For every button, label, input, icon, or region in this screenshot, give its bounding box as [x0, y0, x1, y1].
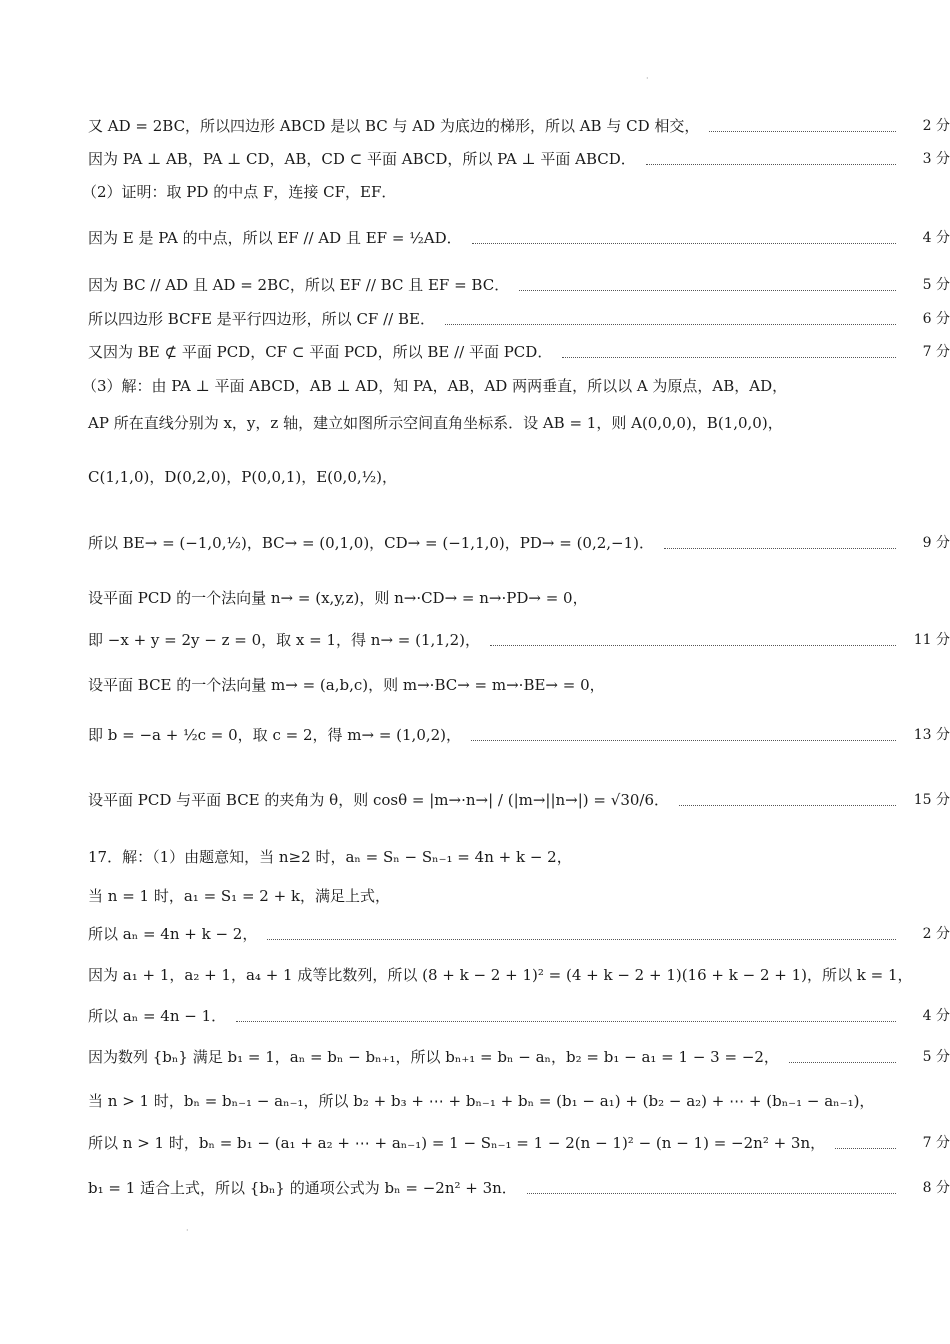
- solution-line: [88, 147, 950, 171]
- solution-line: [88, 1176, 950, 1200]
- score-mark: 9 分: [922, 535, 950, 551]
- line-text: AP 所在直线分别为 x，y，z 轴，建立如图所示空间直角坐标系．设 AB = 1，则 A(0,0,0)，B(1,0,0)，: [88, 414, 783, 432]
- solution-line: [88, 628, 950, 652]
- score-mark: 11 分: [913, 632, 950, 648]
- dot-leader: [267, 938, 896, 940]
- line-text: 所以 aₙ = 4n + k − 2，: [88, 925, 258, 943]
- dot-leader: [471, 739, 896, 741]
- line-text: 当 n = 1 时，a₁ = S₁ = 2 + k，满足上式，: [88, 887, 391, 905]
- line-text: 因为 E 是 PA 的中点，所以 EF // AD 且 EF = ½AD．: [88, 229, 462, 247]
- line-text: 所以 BE→ = (−1,0,½)，BC→ = (0,1,0)，CD→ = (−1,1,0)，PD→ = (0,2,−1)．: [88, 534, 655, 552]
- solution-line: [88, 114, 950, 138]
- solution-line: [88, 723, 950, 747]
- solution-line: [88, 465, 950, 489]
- solution-line: [82, 180, 950, 204]
- line-text: 又 AD = 2BC，所以四边形 ABCD 是以 BC 与 AD 为底边的梯形，所以 AB 与 CD 相交，: [88, 117, 700, 135]
- solution-line: [88, 1045, 950, 1069]
- line-text: 设平面 PCD 的一个法向量 n→ = (x,y,z)，则 n→·CD→ = n→·PD→ = 0，: [88, 589, 588, 607]
- score-mark: 7 分: [922, 344, 950, 360]
- dot-leader: [472, 242, 896, 244]
- solution-line: [88, 922, 950, 946]
- line-text: b₁ = 1 适合上式，所以 {bₙ} 的通项公式为 bₙ = −2n² + 3n．: [88, 1179, 517, 1197]
- dot-leader: [679, 804, 896, 806]
- dot-leader: [562, 356, 896, 358]
- score-mark: 8 分: [922, 1180, 950, 1196]
- solution-line: [88, 845, 950, 869]
- solution-line: [88, 273, 950, 297]
- dot-leader: [445, 323, 896, 325]
- dot-leader: [527, 1192, 896, 1194]
- line-text: 所以 n > 1 时，bₙ = b₁ − (a₁ + a₂ + ⋯ + aₙ₋₁) = 1 − Sₙ₋₁ = 1 − 2(n − 1)² − (n − 1) = −2n² + 3n，: [88, 1134, 826, 1152]
- solution-line: [88, 586, 950, 610]
- dot-leader: [490, 644, 896, 646]
- score-mark: 4 分: [922, 230, 950, 246]
- line-text: 所以四边形 BCFE 是平行四边形，所以 CF // BE．: [88, 310, 435, 328]
- solution-line: [88, 307, 950, 331]
- score-mark: 5 分: [922, 277, 950, 293]
- dot-leader: [519, 289, 896, 291]
- solution-line: [88, 531, 950, 555]
- dot-leader: [789, 1061, 896, 1063]
- line-text: 所以 aₙ = 4n − 1．: [88, 1007, 227, 1025]
- solution-line: [88, 340, 950, 364]
- score-mark: 15 分: [913, 792, 950, 808]
- line-text: 17．解：（1）由题意知，当 n≥2 时，aₙ = Sₙ − Sₙ₋₁ = 4n + k − 2，: [88, 848, 572, 866]
- solution-line: [88, 1089, 950, 1113]
- dot-leader: [835, 1147, 896, 1149]
- line-text: C(1,1,0)，D(0,2,0)，P(0,0,1)，E(0,0,½)，: [88, 468, 398, 486]
- solution-line: [88, 226, 950, 250]
- line-text: （3）解：由 PA ⊥ 平面 ABCD，AB ⊥ AD，知 PA，AB，AD 两两垂直，所以以 A 为原点，AB，AD，: [82, 377, 788, 395]
- solution-line: [88, 1131, 950, 1155]
- solution-line: [88, 411, 950, 435]
- line-text: 又因为 BE ⊄ 平面 PCD，CF ⊂ 平面 PCD，所以 BE // 平面 PCD．: [88, 343, 553, 361]
- dot-leader: [646, 163, 896, 165]
- solution-line: [88, 884, 950, 908]
- score-mark: 13 分: [913, 727, 950, 743]
- line-text: 因为 BC // AD 且 AD = 2BC，所以 EF // BC 且 EF = BC．: [88, 276, 510, 294]
- score-mark: 6 分: [922, 311, 950, 327]
- score-mark: 7 分: [922, 1135, 950, 1151]
- score-mark: 2 分: [922, 926, 950, 942]
- solution-line: [88, 673, 950, 697]
- line-text: 当 n > 1 时，bₙ = bₙ₋₁ − aₙ₋₁，所以 b₂ + b₃ + ⋯ + bₙ₋₁ + bₙ = (b₁ − a₁) + (b₂ − a₂) + ⋯ + (bₙ₋₁ − aₙ₋₁)，: [88, 1092, 875, 1110]
- scan-dot: ·: [186, 1226, 189, 1235]
- line-text: （2）证明：取 PD 的中点 F，连接 CF，EF．: [82, 183, 397, 201]
- line-text: 因为 a₁ + 1，a₂ + 1，a₄ + 1 成等比数列，所以 (8 + k − 2 + 1)² = (4 + k − 2 + 1)(16 + k − 2 + 1)，所以 k = 1，: [88, 966, 913, 984]
- score-mark: 5 分: [922, 1049, 950, 1065]
- dot-leader: [236, 1020, 896, 1022]
- solution-line: [82, 374, 950, 398]
- score-mark: 4 分: [922, 1008, 950, 1024]
- line-text: 设平面 PCD 与平面 BCE 的夹角为 θ，则 cosθ = |m→·n→| / (|m→||n→|) = √30/6．: [88, 791, 670, 809]
- line-text: 即 −x + y = 2y − z = 0，取 x = 1，得 n→ = (1,1,2)，: [88, 631, 481, 649]
- scan-dot: ·: [646, 74, 649, 83]
- dot-leader: [664, 547, 896, 549]
- dot-leader: [709, 130, 896, 132]
- score-mark: 2 分: [922, 118, 950, 134]
- solution-line: [88, 788, 950, 812]
- line-text: 因为 PA ⊥ AB，PA ⊥ CD，AB，CD ⊂ 平面 ABCD，所以 PA ⊥ 平面 ABCD．: [88, 150, 636, 168]
- solution-line: [88, 1004, 950, 1028]
- line-text: 因为数列 {bₙ} 满足 b₁ = 1，aₙ = bₙ − bₙ₊₁，所以 bₙ₊₁ = bₙ − aₙ，b₂ = b₁ − a₁ = 1 − 3 = −2，: [88, 1048, 779, 1066]
- solution-line: [88, 963, 950, 987]
- score-mark: 3 分: [922, 151, 950, 167]
- line-text: 即 b = −a + ½c = 0，取 c = 2，得 m→ = (1,0,2)，: [88, 726, 462, 744]
- line-text: 设平面 BCE 的一个法向量 m→ = (a,b,c)，则 m→·BC→ = m→·BE→ = 0，: [88, 676, 605, 694]
